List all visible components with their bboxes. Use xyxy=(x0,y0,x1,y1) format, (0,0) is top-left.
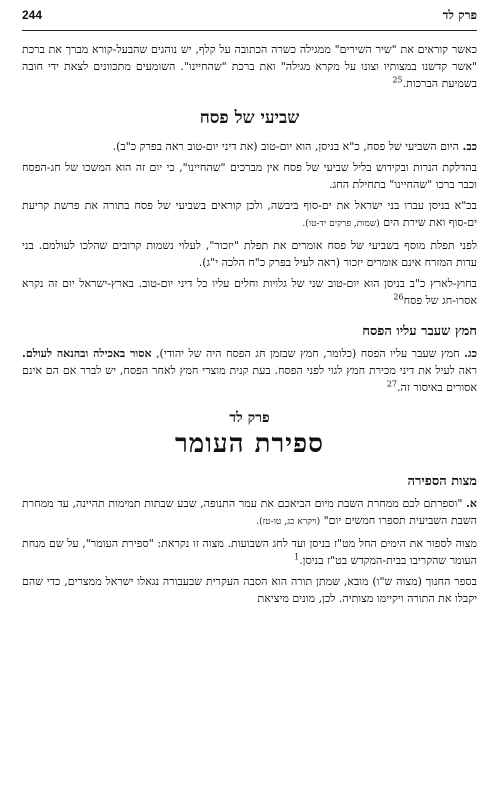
footnote-ref: 26 xyxy=(393,292,404,302)
shvii-paragraph-4: בחוץ-לארץ כ"ב בניסן הוא יום-טוב שני של גלויות וחלים עליו כל דיני יום-טוב. בארץ-ישראל יום זה נקרא אסרו-חג של פסח$^{26}$ xyxy=(22,277,477,307)
footnote-ref: 25 xyxy=(392,75,403,85)
page-number: 244 xyxy=(22,8,43,22)
chapter-title: ספירת העומר xyxy=(175,429,324,459)
chapter-label: פרק לד xyxy=(229,410,270,426)
shvii-paragraph-1: בהדלקת הנרות ובקידוש בליל שביעי של פסח אין מברכים "שהחיינו", כי יום זה הוא המשכו של חג-הפסח וכבר ברכו "שהחיינו" בתחילת החג. xyxy=(22,161,477,191)
mitzvah-paragraph-1: מצוה לספור את הימים החל מט"ז בניסן ועד לחג השבועות. מצוה זו נקראת: "ספירת העומר", על שם מנחת העומר שהקריבו בבית-המקדש בט"ז בניסן.$^1$ xyxy=(22,537,477,567)
intro-paragraph: כאשר קוראים את "שיר השירים" ממגילה כשרה הכתובה על קלף, יש נוהגים שהבעל-קורא מברך את ברכת "אשר קדשנו במצותיו וצונו על מקרא מגילה" ואת ברכת "שהחיינו". השומעים מתכוונים לצאת ידי חובה בשמיעת הברכות.$^{25}$ xyxy=(22,43,477,90)
item-label: א. xyxy=(466,497,477,510)
item-kaf-bet: כב. היום השביעי של פסח, כ"א בניסן, הוא יום-טוב (את דיני יום-טוב ראה בפרק כ"ב). xyxy=(112,140,477,153)
footnote-ref: 1 xyxy=(294,552,300,562)
source-citation: (ויקרא כג, טו-טז). xyxy=(256,517,321,527)
section-title-shvii-shel-pesach: שביעי של פסח xyxy=(199,108,300,128)
shvii-paragraph-2: בכ"א בניסן עברו בני ישראל את ים-סוף ביבשה, ולכן קוראים בשביעי של פסח בתורה את פרשת קריעת ים-סוף ואת שירת הים (שמות, פרקים יד-טו). xyxy=(22,199,477,229)
section-title-chametz: חמץ שעבר עליו הפסח xyxy=(362,324,477,339)
running-header-chapter: פרק לד xyxy=(442,8,477,22)
item-label: כב. xyxy=(462,140,477,153)
item-kaf-gimel: כג. חמץ שעבר עליו הפסח (כלומר, חמץ שבזמן חג הפסח היה של יהודי), אסור באכילה ובהנאה לעולם. ראה לעיל את דיני מכירת חמץ לגוי לפני הפסח. בעת קנית מוצרי חמץ לאחר הפסח, יש לברר אם הם אינם אסורים באיסור זה.$^{27}$ xyxy=(22,347,478,394)
mitzvah-paragraph-2: בספר החנוך (מצוה ש"ו) מובא, שמתן תורה הוא הסבה העקרית שבעבורה נגאלו ישראל ממצרים, כדי שהם יקבלו את התורה ויקיימו מצותיה. לכן, מונים מיציאת xyxy=(22,575,477,605)
shvii-paragraph-3: לפני תפלת מוסף בשביעי של פסח אומרים את תפלת "יזכור", לעלוי נשמות קרובים שהלכו לעולמם. בני עדות המזרח אינם אומרים יזכור (ראה לעיל בפרק כ"ח הלכה י"ג). xyxy=(22,239,477,269)
item-alef: א. "וספרתם לכם ממחרת השבת מיום הביאכם את עמר התנופה, שבע שבתות תמימות תהיינה, עד ממחרת השבת השביעית תספרו חמשים יום" (ויקרא כג, טו-טז). xyxy=(22,497,477,527)
source-citation: (שמות, פרקים יד-טו). xyxy=(302,219,380,229)
header-rule xyxy=(22,30,477,31)
item-label: כג. xyxy=(464,347,478,360)
bold-ruling: אסור באכילה ובהנאה לעולם. xyxy=(22,347,152,360)
page-header xyxy=(22,8,477,28)
footnote-ref: 27 xyxy=(386,379,398,389)
section-title-mitzvat-hasefira: מצות הספירה xyxy=(407,474,477,489)
